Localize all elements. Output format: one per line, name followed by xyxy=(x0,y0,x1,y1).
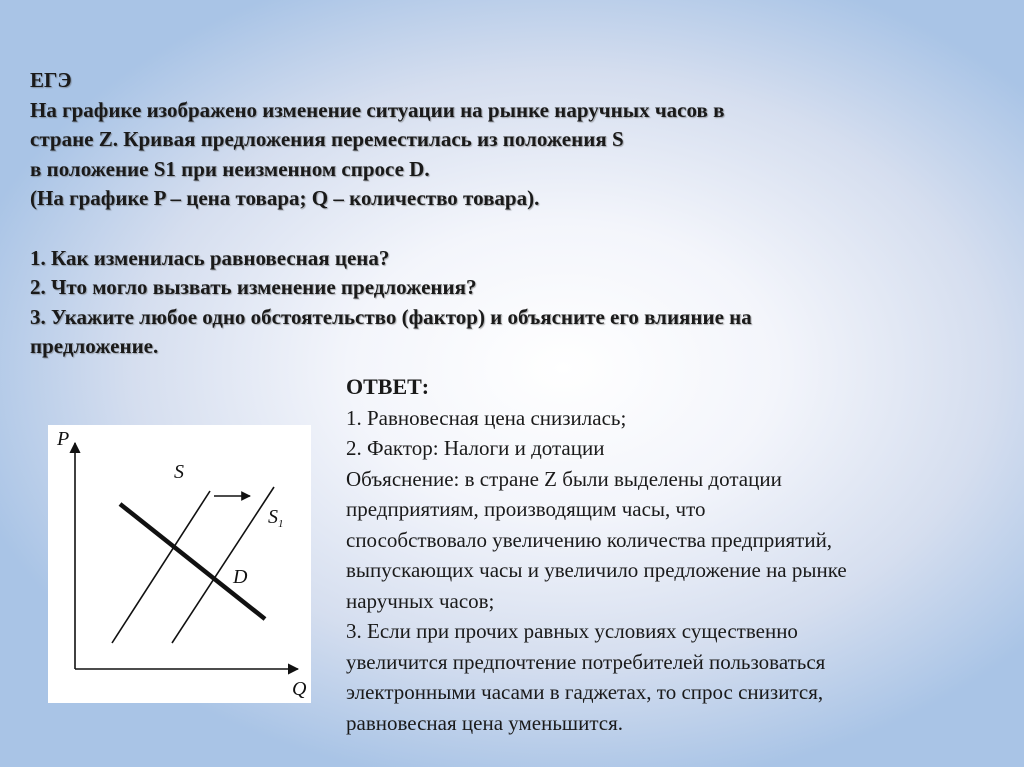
demand-curve-d-label: D xyxy=(233,566,248,588)
supply-curve-s1-subscript: 1 xyxy=(278,518,284,530)
answer-text xyxy=(346,372,986,738)
supply-curve-s-label: S xyxy=(174,461,184,483)
question-item-3: 3. Укажите любое одно обстоятельство (фактор) и объясните его влияние на xyxy=(30,304,752,329)
question-line: ЕГЭ xyxy=(30,68,72,92)
answer-line: 1. Равновесная цена снизилась; xyxy=(346,405,627,430)
supply-curve-s1 xyxy=(172,487,274,643)
supply-curve-s1-label xyxy=(268,506,284,530)
answer-line: Объяснение: в стране Z были выделены дотации xyxy=(346,466,782,491)
answer-line: способствовало увеличению количества предприятий, xyxy=(346,527,833,552)
question-line: в положение S1 при неизменном спросе D. xyxy=(30,156,430,181)
question-line: На графике изображено изменение ситуации на рынке наручных часов в xyxy=(30,97,725,122)
question-spacer xyxy=(30,214,990,244)
question-text xyxy=(30,66,990,362)
question-line: предложение. xyxy=(30,334,159,359)
answer-line: равновесная цена уменьшится. xyxy=(346,710,623,735)
answer-line: 3. Если при прочих равных условиях существенно xyxy=(346,619,798,643)
question-line: стране Z. Кривая предложения переместилась из положения S xyxy=(30,127,624,152)
question-item-1: 1. Как изменилась равновесная цена? xyxy=(30,245,390,270)
x-axis-label: Q xyxy=(292,678,307,700)
answer-heading: ОТВЕТ: xyxy=(346,374,430,399)
supply-demand-diagram xyxy=(48,425,311,703)
answer-line: выпускающих часы и увеличило предложение на рынке xyxy=(346,558,847,582)
y-axis-label: P xyxy=(57,428,70,450)
supply-curve-s xyxy=(112,491,210,643)
answer-line: наручных часов; xyxy=(346,588,495,613)
answer-line: электронными часами в гаджетах, то спрос снизится, xyxy=(346,680,824,704)
answer-line: 2. Фактор: Налоги и дотации xyxy=(346,436,605,460)
question-line: (На графике P – цена товара; Q – количество товара). xyxy=(30,186,540,211)
question-item-2: 2. Что могло вызвать изменение предложения? xyxy=(30,275,477,300)
supply-curve-s1-letter: S xyxy=(268,506,278,528)
answer-line: увеличится предпочтение потребителей пользоваться xyxy=(346,649,826,674)
demand-curve-d xyxy=(120,504,265,619)
answer-line: предприятиям, производящим часы, что xyxy=(346,497,706,521)
